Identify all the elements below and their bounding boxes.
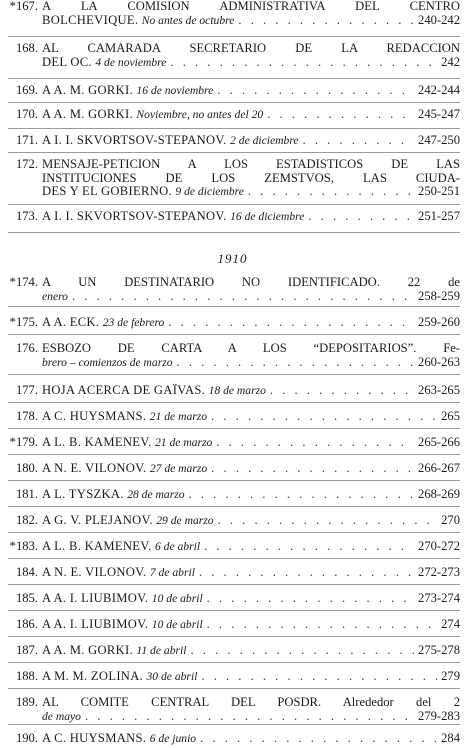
entry-last-line (42, 56, 460, 70)
entry-number: 178. (15, 409, 38, 423)
entry-last-text (42, 540, 200, 554)
entry-body (42, 84, 460, 98)
entry-number: *174. (9, 275, 38, 289)
entry-last-line (42, 566, 460, 580)
entry-date: 16 de diciembre (230, 210, 305, 223)
entry-body (42, 618, 460, 632)
page-range: 263-265 (418, 383, 460, 397)
entry-date: enero (42, 289, 68, 303)
entry-date: 9 de diciembre (175, 185, 244, 199)
entry-title-line: INSTITUCIONES DE LOS ZEMSTVOS, LAS CIUDA- (42, 170, 460, 185)
entry-last-line (42, 670, 460, 684)
entry-title-line: A UN DESTINATARIO NO IDENTIFICADO. 22 de (42, 275, 460, 289)
dot-leader (248, 185, 414, 199)
row-divider (8, 480, 460, 481)
entry-body (42, 670, 460, 684)
entry-title: A A. M. GORKI. (42, 643, 137, 657)
entry-last-line (42, 410, 460, 424)
entry-number: 171. (15, 133, 38, 147)
page-range: 242 (441, 54, 460, 69)
entry-body (42, 384, 460, 398)
entry-number: 169. (15, 83, 38, 97)
entry-last-line (42, 14, 460, 28)
dot-leader (170, 56, 437, 70)
dot-leader (308, 210, 414, 224)
page-range: 270-272 (418, 539, 460, 553)
row-divider (8, 204, 460, 205)
row-divider (8, 78, 460, 79)
page-range: 279-283 (418, 708, 460, 723)
entry-title: A C. HUYSMANS. (42, 409, 150, 423)
entry-title: DEL OC. (42, 54, 96, 69)
row-divider (8, 152, 460, 153)
entry-number: 182. (15, 513, 38, 527)
entry-number: 176. (15, 341, 38, 355)
entry-body (42, 276, 460, 303)
row-divider (8, 610, 460, 611)
entry-last-text (42, 134, 299, 148)
entry-title: DES Y EL GOBIERNO. (42, 184, 176, 199)
entry-number: 170. (15, 107, 38, 121)
entry-body (42, 732, 460, 746)
entry-number: 187. (15, 643, 38, 657)
page-range: 265-266 (418, 435, 460, 449)
entry-number: *175. (9, 315, 38, 329)
entry-title: A N. E. VILONOV. (42, 565, 150, 579)
entry-number: 172. (15, 157, 38, 171)
entry-title: A A. ECK. (42, 315, 103, 329)
entry-number: 189. (15, 695, 38, 709)
dot-leader (201, 670, 437, 684)
entry-date: 18 de marzo (208, 384, 266, 397)
entry-title: A G. V. PLEJANOV. (42, 513, 157, 527)
entry-title: A L. B. KAMENEV. (42, 435, 155, 449)
entry-body (42, 316, 460, 330)
page-range: 258-259 (418, 288, 460, 303)
dot-leader (238, 14, 414, 28)
entry-number: 177. (15, 383, 38, 397)
entry-last-text (42, 210, 304, 224)
page-range: 275-278 (418, 643, 460, 657)
entry-title: A A. M. GORKI. (42, 107, 137, 121)
entry-last-line (42, 462, 460, 476)
dot-leader (218, 514, 438, 528)
entry-body (42, 410, 460, 424)
page-range: 265 (441, 409, 460, 423)
entry-last-line (42, 644, 460, 658)
page-range: 259-260 (418, 315, 460, 329)
entry-number: *183. (9, 539, 38, 553)
dot-leader (85, 710, 414, 724)
entry-title-line: AL COMITE CENTRAL DEL POSDR. Alrededor del 2 (42, 695, 460, 709)
dot-leader (216, 436, 414, 450)
dot-leader (72, 290, 414, 304)
row-divider (8, 36, 460, 37)
row-divider (8, 724, 460, 725)
page-range: 247-250 (418, 133, 460, 147)
entry-date: 21 de marzo (154, 436, 213, 449)
entry-last-line (42, 710, 460, 724)
entry-date: 10 de abril (151, 618, 203, 631)
dot-leader (303, 134, 414, 148)
entry-date: 21 de marzo (149, 410, 208, 423)
entry-body (42, 342, 460, 369)
entry-last-text (42, 732, 196, 746)
entry-title: A L. TYSZKA. (42, 487, 128, 501)
dot-leader (270, 384, 414, 398)
entry-last-text (42, 84, 213, 98)
page-range: 268-269 (418, 487, 460, 501)
dot-leader (267, 108, 414, 122)
entry-body (42, 566, 460, 580)
dot-leader (207, 618, 437, 632)
entry-title: A A. I. LIUBIMOV. (42, 591, 152, 605)
row-divider (8, 334, 460, 335)
entry-number: 185. (15, 591, 38, 605)
row-divider (8, 506, 460, 507)
entry-last-text (42, 618, 203, 632)
entry-last-text (42, 566, 195, 580)
entry-number: *179. (9, 435, 38, 449)
entry-title: HOJA ACERCA DE GAÏVAS. (42, 383, 209, 397)
entry-title: A I. I. SKVORTSOV-STEPANOV. (42, 209, 231, 223)
row-divider (8, 428, 460, 429)
entry-body (42, 644, 460, 658)
entry-body (42, 514, 460, 528)
entry-last-text (42, 356, 173, 370)
entry-date: No antes de octubre (141, 13, 235, 27)
entry-body (42, 462, 460, 476)
entry-date: 16 de noviembre (136, 84, 214, 97)
page-range: 242-244 (418, 83, 460, 97)
page-range: 272-273 (418, 565, 460, 579)
entry-number: 188. (15, 669, 38, 683)
entry-body (42, 696, 460, 723)
page-range: 284 (441, 731, 460, 745)
entry-last-text (42, 592, 203, 606)
entry-last-line (42, 210, 460, 224)
entry-last-text (42, 436, 212, 450)
row-divider (8, 306, 460, 307)
dot-leader (177, 356, 414, 370)
dot-leader (168, 316, 414, 330)
dot-leader (217, 84, 414, 98)
entry-last-line (42, 316, 460, 330)
page-range: 273-274 (418, 591, 460, 605)
entry-date: 30 de abril (146, 670, 198, 683)
entry-date: 2 de diciembre (230, 134, 299, 147)
entry-last-text (42, 670, 197, 684)
dot-leader (199, 566, 414, 580)
entry-title: A C. HUYSMANS. (42, 731, 150, 745)
page-range: 270 (441, 513, 460, 527)
entry-last-text (42, 384, 266, 398)
row-divider (8, 558, 460, 559)
entry-body (42, 210, 460, 224)
row-divider (8, 584, 460, 585)
entry-body (42, 42, 460, 69)
entry-number: *167. (9, 0, 38, 13)
entry-title-line: AL CAMARADA SECRETARIO DE LA REDACCION (42, 41, 460, 55)
entry-last-line (42, 185, 460, 199)
entry-body (42, 436, 460, 450)
entry-title-line: ESBOZO DE CARTA A LOS “DEPOSITARIOS”. Fe- (42, 341, 460, 355)
entry-last-line (42, 592, 460, 606)
entry-body (42, 488, 460, 502)
entry-last-text (42, 462, 207, 476)
entry-last-text (42, 56, 166, 70)
entry-date: 10 de abril (151, 592, 203, 605)
entry-last-text (42, 514, 214, 528)
row-divider (8, 688, 460, 689)
row-divider (8, 128, 460, 129)
entry-number: 186. (15, 617, 38, 631)
entry-body (42, 592, 460, 606)
entry-title: A A. M. GORKI. (42, 83, 137, 97)
page-range: 240-242 (418, 12, 460, 27)
entry-last-text (42, 14, 234, 28)
row-divider (8, 102, 460, 103)
page-range: 260-263 (418, 354, 460, 369)
entry-last-line (42, 290, 460, 304)
entry-body (42, 540, 460, 554)
dot-leader (211, 410, 437, 424)
entry-date: 28 de marzo (127, 488, 185, 501)
entry-last-text (42, 290, 68, 304)
entry-last-text (42, 410, 207, 424)
entry-last-line (42, 488, 460, 502)
entry-last-line (42, 84, 460, 98)
entry-title-line: A LA COMISION ADMINISTRATIVA DEL CENTRO (42, 0, 460, 13)
entry-title: BOLCHEVIQUE. (42, 12, 142, 27)
entry-date: Noviembre, no antes del 20 (136, 108, 264, 121)
row-divider (8, 532, 460, 533)
page-range: 266-267 (418, 461, 460, 475)
entry-date: 7 de abril (149, 566, 195, 579)
dot-leader (204, 540, 414, 554)
entry-last-line (42, 732, 460, 746)
entry-body (42, 0, 460, 27)
entry-date: 6 de junio (149, 732, 197, 745)
entry-last-text (42, 316, 164, 330)
entry-title: A I. I. SKVORTSOV-STEPANOV. (42, 133, 231, 147)
entry-number: 173. (15, 209, 38, 223)
entry-number: 168. (15, 41, 38, 55)
entry-last-line (42, 540, 460, 554)
entry-number: 184. (15, 565, 38, 579)
entry-last-text (42, 185, 244, 199)
entry-date: 6 de abril (154, 540, 201, 553)
page-range: 251-257 (418, 209, 460, 223)
entry-date: 23 de febrero (102, 316, 165, 329)
entry-last-line (42, 356, 460, 370)
page-range: 250-251 (418, 184, 460, 199)
entry-last-line (42, 134, 460, 148)
entry-title: A A. I. LIUBIMOV. (42, 617, 152, 631)
row-divider (8, 232, 460, 233)
entry-body (42, 108, 460, 122)
page-range: 279 (441, 669, 460, 683)
entry-last-text (42, 644, 186, 658)
entry-date: 27 de marzo (149, 462, 208, 475)
entry-body (42, 134, 460, 148)
entry-title: A M. M. ZOLINA. (42, 669, 147, 683)
entry-last-line (42, 384, 460, 398)
row-divider (8, 662, 460, 663)
entry-date: 4 de noviembre (95, 55, 167, 69)
entry-last-text (42, 108, 263, 122)
entry-title: A L. B. KAMENEV. (42, 539, 155, 553)
dot-leader (211, 462, 414, 476)
entry-date: 29 de marzo (156, 514, 214, 527)
entry-number: 180. (15, 461, 38, 475)
row-divider (8, 454, 460, 455)
entry-number: 190. (15, 731, 38, 745)
entry-last-text (42, 488, 185, 502)
entry-date: de mayo (42, 709, 81, 723)
dot-leader (207, 592, 414, 606)
entry-last-line (42, 514, 460, 528)
entry-body (42, 158, 460, 199)
row-divider (8, 374, 460, 375)
page-range: 245-247 (418, 107, 460, 121)
entry-last-line (42, 618, 460, 632)
entry-title: A N. E. VILONOV. (42, 461, 150, 475)
row-divider (8, 402, 460, 403)
year-heading: 1910 (217, 251, 248, 266)
entry-date: brero – comienzos de marzo (42, 355, 173, 369)
dot-leader (189, 488, 415, 502)
dot-leader (190, 644, 414, 658)
entry-last-line (42, 436, 460, 450)
entry-title-line: MENSAJE-PETICION A LOS ESTADISTICOS DE LAS (42, 157, 460, 171)
page-range: 274 (441, 617, 460, 631)
entry-last-text (42, 710, 81, 724)
entry-last-line (42, 108, 460, 122)
dot-leader (200, 732, 437, 746)
row-divider (8, 636, 460, 637)
entry-number: 181. (15, 487, 38, 501)
entry-date: 11 de abril (136, 644, 187, 657)
